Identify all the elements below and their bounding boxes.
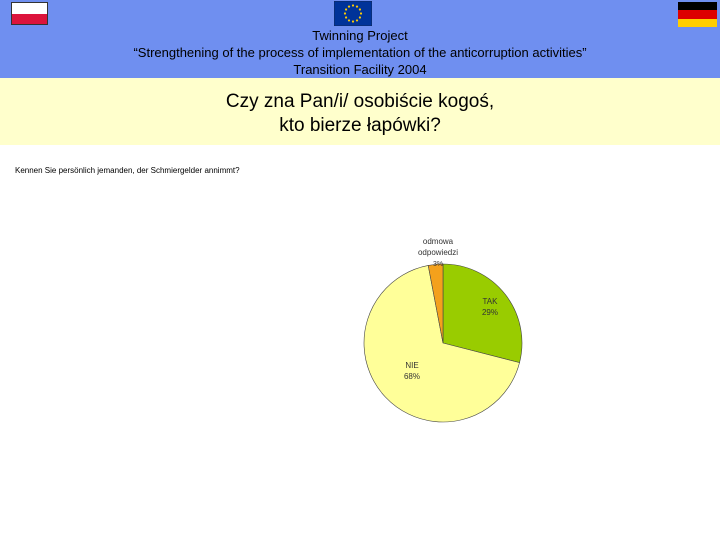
slice-label-tak-percent: 29% xyxy=(481,308,498,317)
slice-label-refusal xyxy=(408,236,468,258)
slide-title-line1: Czy zna Pan/i/ osobiście kogoś, xyxy=(225,91,495,112)
question-subtitle: Kennen Sie persönlich jemanden, der Schmiergelder annimmt? xyxy=(15,166,240,175)
slice-label-nie-name: NIE xyxy=(405,361,419,370)
slice-label-nie-percent: 68% xyxy=(403,372,420,381)
header-line-project: Twinning Project xyxy=(312,28,408,43)
slice-label-refusal-line2: odpowiedzi xyxy=(417,248,459,257)
header-line-name: “Strengthening of the process of implementation of the anticorruption activities” xyxy=(133,45,587,60)
slice-label-tak-name: TAK xyxy=(482,297,498,306)
slide-title-line2: kto bierze łapówki? xyxy=(279,115,441,136)
slice-label-tak xyxy=(470,296,510,318)
slice-percent-refusal: 3% xyxy=(432,261,444,268)
slice-label-refusal-line1: odmowa xyxy=(422,237,454,246)
header-line-facility: Transition Facility 2004 xyxy=(293,62,427,77)
slice-label-nie xyxy=(395,360,429,382)
